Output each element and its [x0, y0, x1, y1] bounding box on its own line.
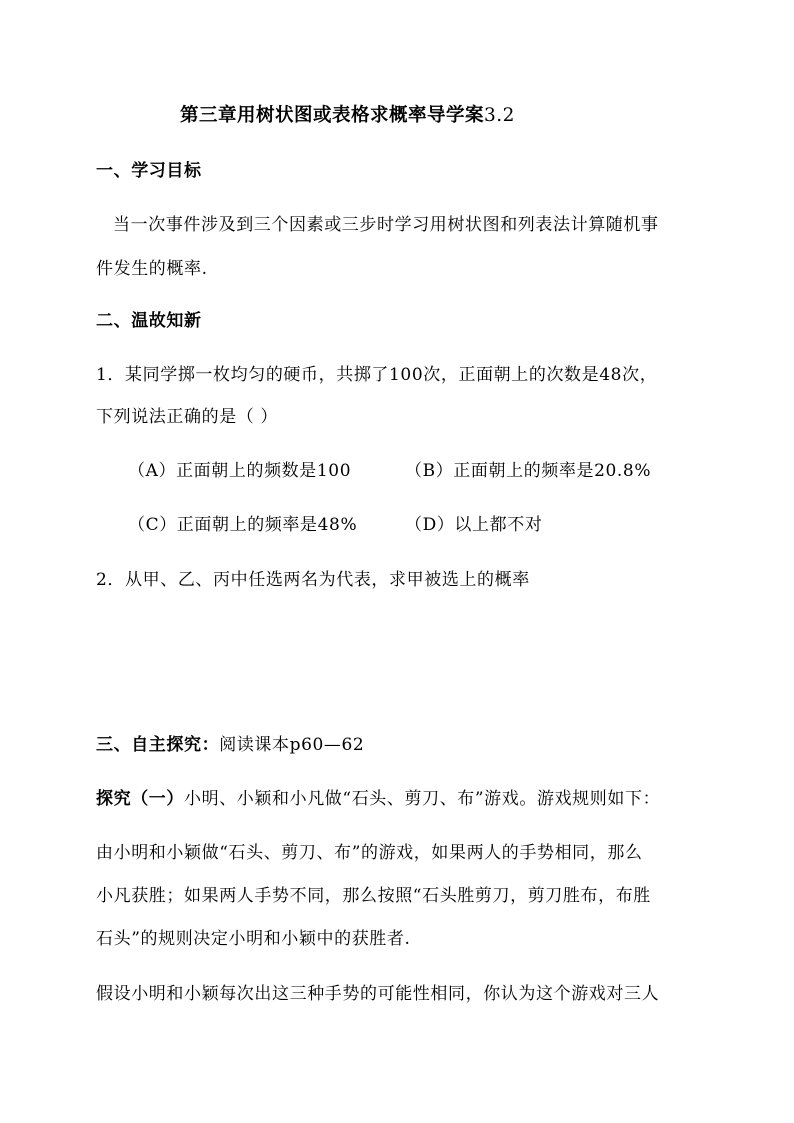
objective-text-line-2: 件发生的概率.: [96, 259, 208, 279]
section-heading-objectives: 一、学习目标: [96, 161, 202, 181]
explore-one-intro: [96, 787, 660, 811]
option-a: （A）正面朝上的频数是100: [128, 461, 352, 481]
fairness-question-line-1: 假设小明和小颖每次出这三种手势的可能性相同，你认为这个游戏对三人: [96, 984, 660, 1004]
explore-one-text: 小明、小颖和小凡做“石头、剪刀、布”游戏。游戏规则如下：: [184, 789, 661, 809]
option-d: （D）以上都不对: [405, 515, 543, 535]
option-b: （B）正面朝上的频率是20.8%: [405, 461, 652, 481]
rules-paragraph-line-2: 小凡获胜；如果两人手势不同，那么按照“石头胜剪刀，剪刀胜布，布胜: [96, 886, 651, 906]
rules-paragraph-line-1: 由小明和小颖做“石头、剪刀、布”的游戏，如果两人的手势相同，那么: [96, 843, 643, 863]
document-title: [180, 104, 515, 128]
question-1-line-2: 下列说法正确的是（ ）: [96, 407, 279, 427]
objective-text-line-1: 当一次事件涉及到三个因素或三步时学习用树状图和列表法计算随机事: [113, 215, 659, 235]
title-main: 第三章用树状图或表格求概率导学案: [180, 105, 485, 126]
option-c: （C）正面朝上的频率是48%: [128, 515, 358, 535]
section-heading-explore: [96, 733, 364, 757]
question-1-line-1: 1．某同学掷一枚均匀的硬币，共掷了100次，正面朝上的次数是48次，: [96, 365, 658, 385]
section-heading-review: 二、温故知新: [96, 311, 202, 331]
question-2: 2．从甲、乙、丙中任选两名为代表，求甲被选上的概率: [96, 570, 530, 590]
rules-paragraph-line-3: 石头”的规则决定小明和小颖中的获胜者.: [96, 929, 411, 949]
explore-heading-reading: 阅读课本p60—62: [219, 735, 365, 755]
title-number: 3.2: [484, 105, 515, 126]
explore-heading-label: 三、自主探究：: [96, 735, 220, 755]
explore-one-label: 探究（一）: [96, 789, 184, 809]
